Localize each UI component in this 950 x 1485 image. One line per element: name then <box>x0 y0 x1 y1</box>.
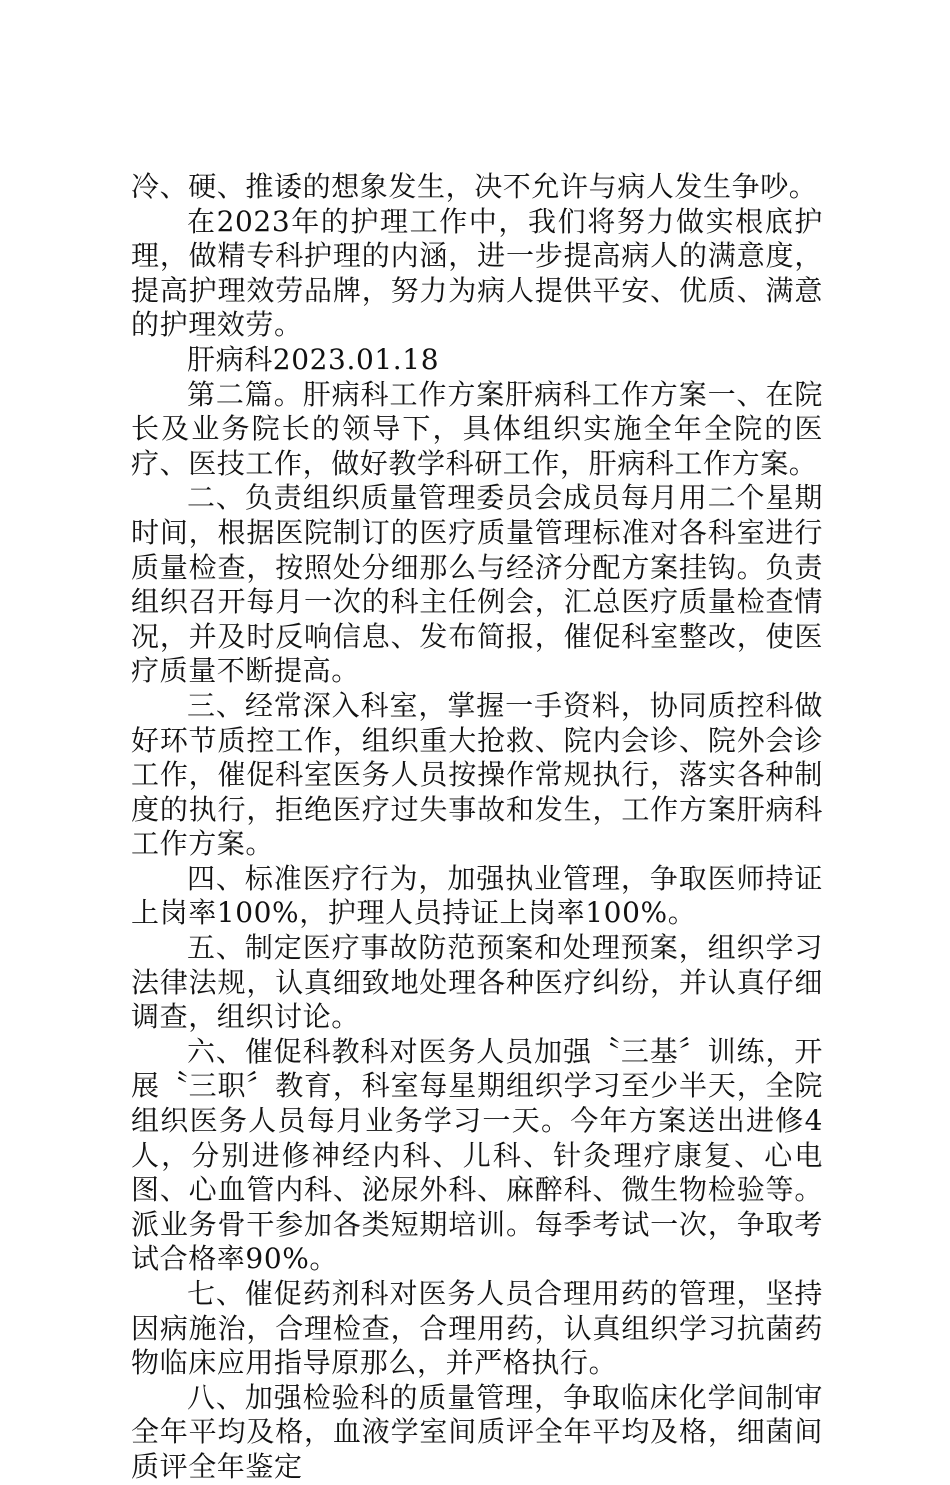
paragraph-item-2: 二、负责组织质量管理委员会成员每月用二个星期时间，根据医院制订的医疗质量管理标准对各科室进行质量检查，按照处分细那么与经济分配方案挂钩。负责组织召开每月一次的科主任例会，汇总医疗质量检查情况，并及时反响信息、发布简报，催促科室整改，使医疗质量不断提高。 <box>131 481 823 688</box>
paragraph-1: 冷、硬、推诿的想象发生，决不允许与病人发生争吵。 <box>131 170 818 203</box>
paragraph-item-4: 四、标准医疗行为，加强执业管理，争取医师持证上岗率100%，护理人员持证上岗率100%。 <box>131 861 823 930</box>
paragraph-item-6: 六、催促科教科对医务人员加强〝三基〞训练，开展〝三职〞教育，科室每星期组织学习至少半天，全院组织医务人员每月业务学习一天。今年方案送出进修4人，分别进修神经内科、儿科、针灸理疗康复、心电图、心血管内科、泌尿外科、麻醉科、微生物检验等。派业务骨干参加各类短期培训。每季考试一次，争取考试合格率90%。 <box>131 1034 823 1276</box>
paragraph-item-8: 八、加强检验科的质量管理，争取临床化学间制审全年平均及格，血液学室间质评全年平均及格，细菌间质评全年鉴定 <box>131 1380 823 1483</box>
paragraph-item-3: 三、经常深入科室，掌握一手资料，协同质控科做好环节质控工作，组织重大抢救、院内会诊、院外会诊工作，催促科室医务人员按操作常规执行，落实各种制度的执行，拒绝医疗过失事故和发生，工作方案肝病科工作方案。 <box>131 688 823 861</box>
document-body <box>131 170 823 1485</box>
paragraph-section-2-intro: 第二篇。肝病科工作方案肝病科工作方案一、在院长及业务院长的领导下，具体组织实施全年全院的医疗、医技工作，做好教学科研工作，肝病科工作方案。 <box>131 377 823 480</box>
paragraph-2: 在2023年的护理工作中，我们将努力做实根底护理，做精专科护理的内涵，进一步提高病人的满意度，提高护理效劳品牌，努力为病人提供平安、优质、满意的护理效劳。 <box>131 204 823 342</box>
paragraph-item-7: 七、催促药剂科对医务人员合理用药的管理，坚持因病施治，合理检查，合理用药，认真组织学习抗菌药物临床应用指导原那么，并严格执行。 <box>131 1277 823 1380</box>
paragraph-item-5: 五、制定医疗事故防范预案和处理预案，组织学习法律法规，认真细致地处理各种医疗纠纷，并认真仔细调查，组织讨论。 <box>131 931 823 1034</box>
signature-line: 肝病科2023.01.18 <box>187 342 440 376</box>
